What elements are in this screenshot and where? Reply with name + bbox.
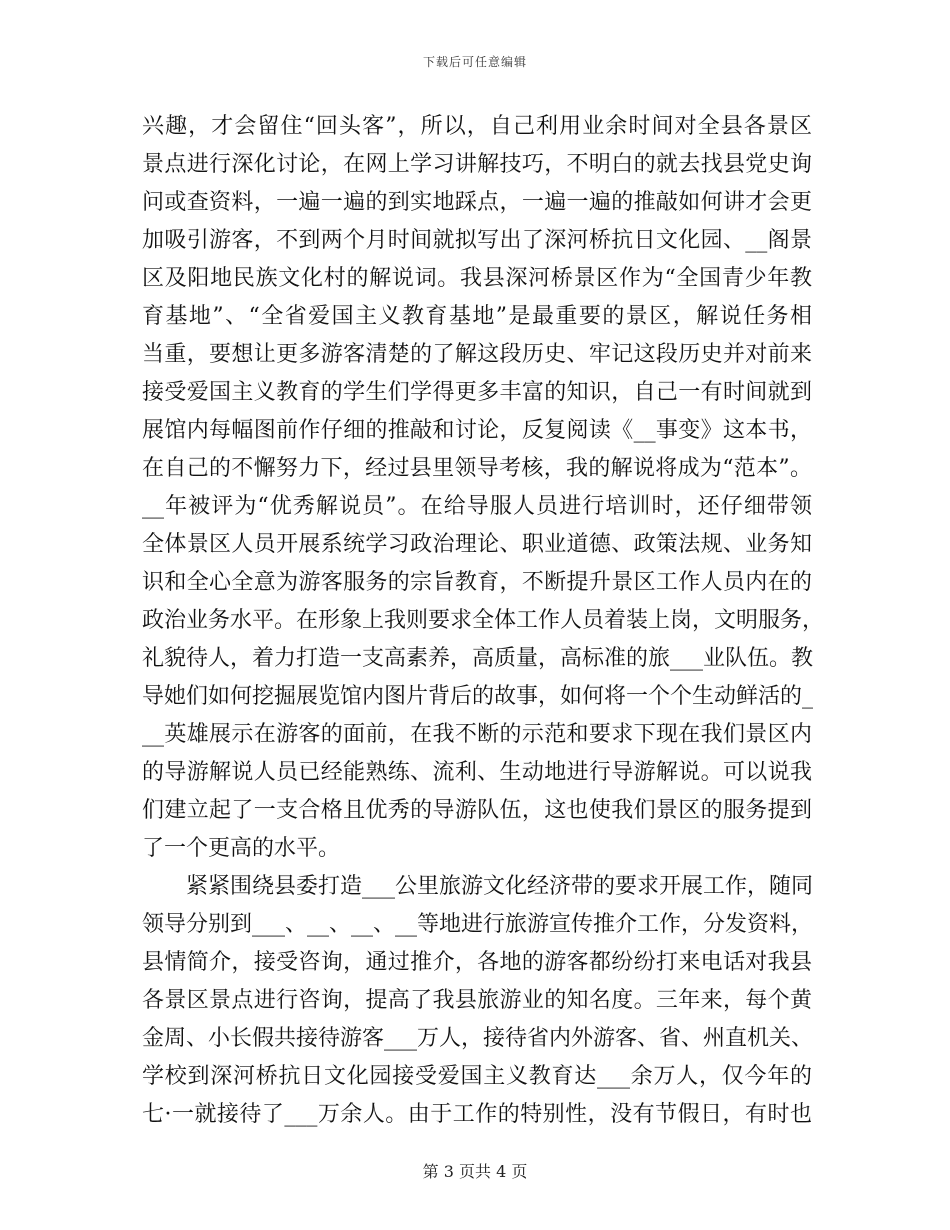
- text-line: 们建立起了一支合格且优秀的导游队伍，这也使我们景区的服务提到: [142, 798, 812, 823]
- page-number: 第 3 页共 4 页: [422, 1162, 528, 1181]
- text-line: 的导游解说人员已经能熟练、流利、生动地进行导游解说。可以说我: [142, 760, 812, 785]
- text-line: 在自己的不懈努力下，经过县里领导考核，我的解说将成为“范本”。: [142, 456, 812, 481]
- text-line: 礼貌待人，着力打造一支高素养，高质量，高标准的旅___业队伍。教: [142, 646, 814, 671]
- text-line: 景点进行深化讨论，在网上学习讲解技巧，不明白的就去找县党史询: [142, 152, 812, 177]
- text-line: 兴趣，才会留住“回头客”，所以，自己利用业余时间对全县各景区: [142, 114, 812, 139]
- text-line: 加吸引游客，不到两个月时间就拟写出了深河桥抗日文化园、__阁景: [142, 228, 812, 253]
- paragraph-2: [142, 868, 812, 1134]
- text-line: 七·一就接待了___万余人。由于工作的特别性，没有节假日，有时也: [142, 1102, 812, 1127]
- document-body: [142, 108, 825, 1134]
- text-line: 各景区景点进行咨询，提高了我县旅游业的知名度。三年来，每个黄: [142, 988, 812, 1013]
- text-line: 金周、小长假共接待游客___万人，接待省内外游客、省、州直机关、: [142, 1026, 814, 1051]
- text-line: 展馆内每幅图前作仔细的推敲和讨论，反复阅读《__事变》这本书，: [142, 418, 812, 443]
- text-line: __英雄展示在游客的面前，在我不断的示范和要求下现在我们景区内: [142, 722, 812, 747]
- text-line: 导她们如何挖掘展览馆内图片背后的故事，如何将一个个生动鲜活的_: [142, 684, 814, 709]
- page-header: 下载后可任意编辑: [422, 55, 527, 69]
- text-line: 了一个更高的水平。: [142, 836, 341, 861]
- text-line: 政治业务水平。在形象上我则要求全体工作人员着装上岗，文明服务，: [142, 608, 825, 633]
- text-line: 学校到深河桥抗日文化园接受爱国主义教育达___余万人，仅今年的: [142, 1064, 812, 1089]
- paragraph-1: [142, 108, 825, 868]
- text-line: 区及阳地民族文化村的解说词。我县深河桥景区作为“全国青少年教: [142, 266, 812, 291]
- text-line: 问或查资料，一遍一遍的到实地踩点，一遍一遍的推敲如何讲才会更: [142, 190, 812, 215]
- text-line: 育基地”、“全省爱国主义教育基地”是最重要的景区，解说任务相: [142, 304, 812, 329]
- text-line: 县情简介，接受咨询，通过推介，各地的游客都纷纷打来电话对我县: [142, 950, 812, 975]
- text-line: 接受爱国主义教育的学生们学得更多丰富的知识，自己一有时间就到: [142, 380, 812, 405]
- text-line: 紧紧围绕县委打造___公里旅游文化经济带的要求开展工作，随同: [186, 874, 814, 899]
- text-line: 领导分别到___、__、__、__等地进行旅游宣传推介工作，分发资料，: [142, 912, 814, 937]
- text-line: 当重，要想让更多游客清楚的了解这段历史、牢记这段历史并对前来: [142, 342, 812, 367]
- text-line: 全体景区人员开展系统学习政治理论、职业道德、政策法规、业务知: [142, 532, 812, 557]
- text-line: __年被评为“优秀解说员”。在给导服人员进行培训时，还仔细带领: [142, 494, 812, 519]
- text-line: 识和全心全意为游客服务的宗旨教育，不断提升景区工作人员内在的: [142, 570, 812, 595]
